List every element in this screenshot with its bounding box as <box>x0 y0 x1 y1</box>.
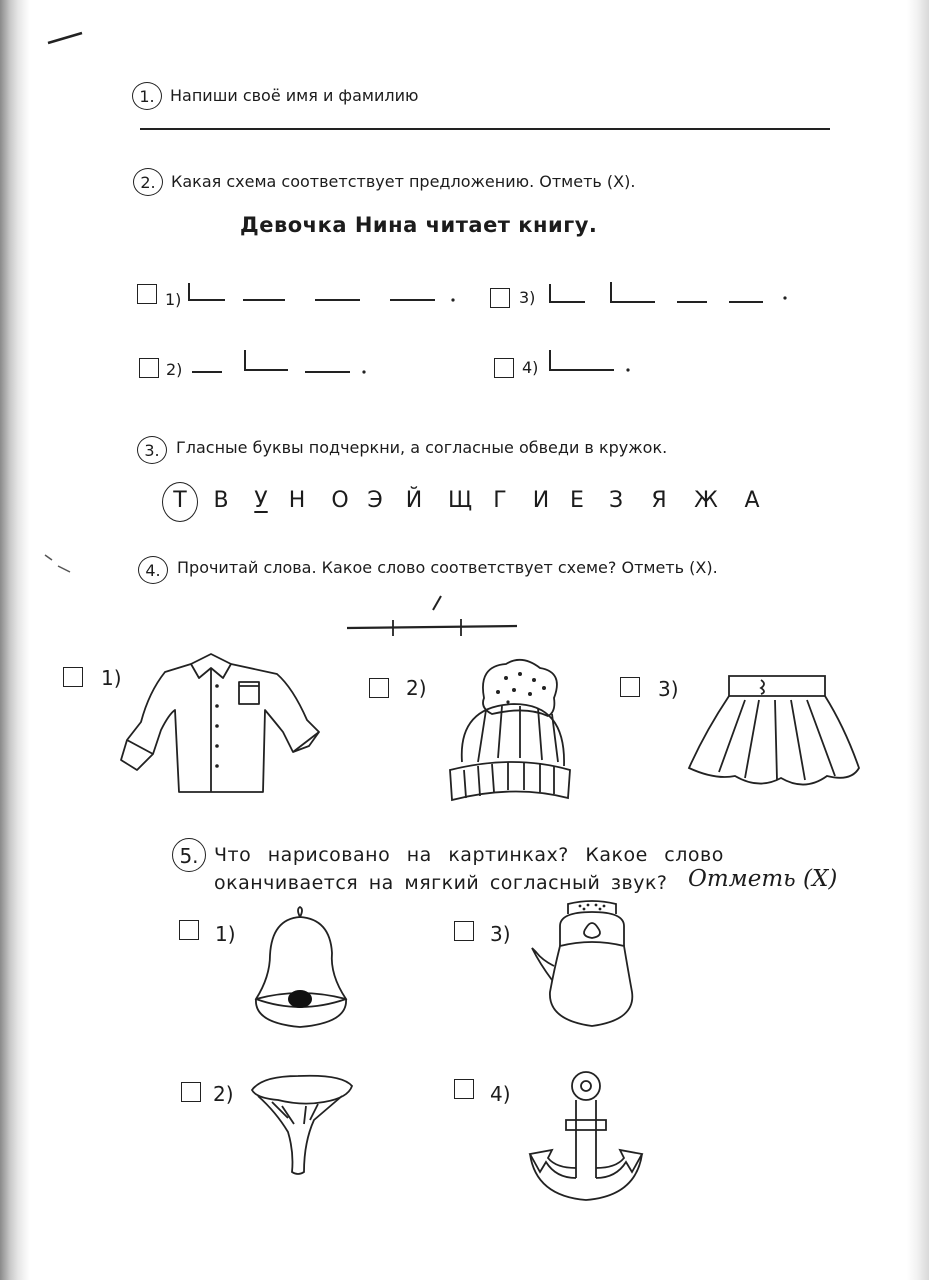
task5-option1-checkbox[interactable] <box>179 920 199 940</box>
task4-option1-checkbox[interactable] <box>63 667 83 687</box>
letter-10[interactable]: И <box>532 488 550 513</box>
letter-4[interactable]: Н <box>288 488 306 513</box>
syllable-scheme <box>345 592 525 642</box>
task5-line2: оканчивается на мягкий согласный звук? <box>214 872 668 894</box>
letter-14[interactable]: Ж <box>694 488 718 513</box>
shirt-icon <box>113 652 333 802</box>
letter-15[interactable]: А <box>744 488 760 513</box>
letter-7[interactable]: Й <box>405 488 423 513</box>
scheme-4 <box>546 348 646 378</box>
task4-option1-label: 1) <box>101 666 122 690</box>
task5-number: 5. <box>172 838 206 872</box>
task2-sentence: Девочка Нина читает книгу. <box>240 213 598 237</box>
letter-13[interactable]: Я <box>651 488 667 513</box>
mushroom-icon <box>248 1072 358 1182</box>
task2-text: Какая схема соответствует предложению. Отметь (Х). <box>171 172 636 191</box>
task2-option1-checkbox[interactable] <box>137 284 157 304</box>
letter-6[interactable]: Э <box>367 488 383 513</box>
scheme-2 <box>190 348 380 378</box>
task5-option2-label: 2) <box>213 1082 234 1106</box>
skirt-icon <box>685 672 865 802</box>
task4-number: 4. <box>138 556 168 584</box>
scheme-1 <box>185 280 465 310</box>
hat-icon <box>444 658 584 808</box>
task2-option2-label: 2) <box>166 360 183 379</box>
task2-option4-label: 4) <box>522 358 539 377</box>
task4-option2-checkbox[interactable] <box>369 678 389 698</box>
bell-icon <box>250 905 360 1035</box>
task3-number: 3. <box>137 436 167 464</box>
task3-text: Гласные буквы подчеркни, а согласные обведи в кружок. <box>176 438 668 457</box>
task4-option3-checkbox[interactable] <box>620 677 640 697</box>
task2-number: 2. <box>133 168 163 196</box>
task5-option1-label: 1) <box>215 922 236 946</box>
task4-text: Прочитай слова. Какое слово соответствует схеме? Отметь (Х). <box>177 558 718 577</box>
task2-option4-checkbox[interactable] <box>494 358 514 378</box>
letter-5[interactable]: О <box>331 488 349 513</box>
scheme-3 <box>545 280 805 310</box>
letter-12[interactable]: З <box>608 488 624 513</box>
letter-3[interactable]: У <box>254 488 268 513</box>
task1-text: Напиши своё имя и фамилию <box>170 86 419 105</box>
task5-option4-checkbox[interactable] <box>454 1079 474 1099</box>
letter-2[interactable]: В <box>213 488 229 513</box>
task2-option2-checkbox[interactable] <box>139 358 159 378</box>
task2-option3-label: 3) <box>519 288 536 307</box>
letter-8[interactable]: Щ <box>447 488 473 513</box>
task5-handwritten-instruction: Отметь (Х) <box>688 866 838 892</box>
task2-option1-label: 1) <box>165 290 182 309</box>
task5-option3-label: 3) <box>490 922 511 946</box>
task1-number: 1. <box>132 82 162 110</box>
task4-option3-label: 3) <box>658 677 679 701</box>
name-answer-line[interactable] <box>140 128 830 130</box>
letter-9[interactable]: Г <box>493 488 507 513</box>
task4-option2-label: 2) <box>406 676 427 700</box>
task2-option3-checkbox[interactable] <box>490 288 510 308</box>
letter-1[interactable]: Т <box>173 488 187 513</box>
anchor-icon <box>526 1068 646 1208</box>
kettle-icon <box>530 900 650 1030</box>
letter-11[interactable]: Е <box>570 488 584 513</box>
task5-line1: Что нарисовано на картинках? Какое слово <box>214 844 724 866</box>
task5-option4-label: 4) <box>490 1082 511 1106</box>
task5-option3-checkbox[interactable] <box>454 921 474 941</box>
task5-option2-checkbox[interactable] <box>181 1082 201 1102</box>
